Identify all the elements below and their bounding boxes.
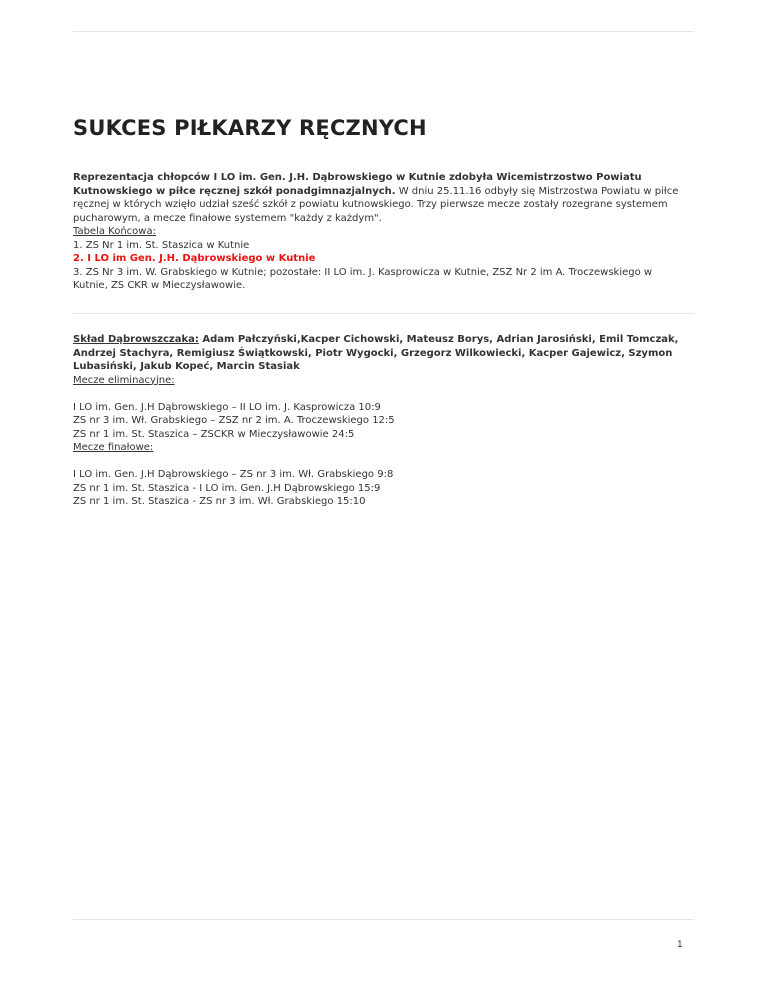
final-match: ZS nr 1 im. St. Staszica - I LO im. Gen. J.H Dąbrowskiego 15:9 xyxy=(73,482,381,494)
squad-paragraph xyxy=(73,334,678,372)
standings-second-highlight: 2. I LO im Gen. J.H. Dąbrowskiego w Kutnie xyxy=(73,253,316,264)
spacer xyxy=(73,455,679,469)
article-intro-section xyxy=(73,171,679,293)
elimination-match: I LO im. Gen. J.H Dąbrowskiego – II LO im. J. Kasprowicza 10:9 xyxy=(73,401,381,413)
standings-third: 3. ZS Nr 3 im. W. Grabskiego w Kutnie; pozostałe: II LO im. J. Kasprowicza w Kutnie, ZSZ Nr 2 im A. Troczewskiego w Kutnie, ZS CKR w Mieczysławowie. xyxy=(73,266,653,291)
standings-first: 1. ZS Nr 1 im. St. Staszica w Kutnie xyxy=(73,239,250,251)
squad-label: Skład Dąbrowszczaka: xyxy=(73,334,199,345)
squad-players: Adam Pałczyński,Kacper Cichowski, Mateusz Borys, Adrian Jarosiński, Emil Tomczak, Andrzej Stachyra, Remigiusz Świątkowski, Piotr Wygocki, Grzegorz Wilkowiecki, Kacper Gajewicz, Szymon Lubasiński, Jakub Kopeć, Marcin Stasiak xyxy=(73,334,679,372)
final-match: ZS nr 1 im. St. Staszica - ZS nr 3 im. Wł. Grabskiego 15:10 xyxy=(73,496,366,507)
intro-lead: Reprezentacja chłopców I LO im. Gen. J.H. Dąbrowskiego w Kutnie zdobyła Wicemistrzostwo Powiatu Kutnowskiego w piłce ręcznej szkół ponadgimnazjalnych. xyxy=(73,172,642,197)
squad-results-section xyxy=(73,333,679,509)
top-divider xyxy=(73,31,694,32)
elimination-match: ZS nr 3 im. Wł. Grabskiego – ZSZ nr 2 im. A. Troczewskiego 12:5 xyxy=(73,415,395,426)
footer-divider xyxy=(73,919,694,920)
eliminations-heading: Mecze eliminacyjne: xyxy=(73,374,175,386)
finals-heading: Mecze finałowe: xyxy=(73,442,154,453)
page-number: 1 xyxy=(677,940,683,950)
spacer xyxy=(73,387,679,401)
elimination-match: ZS nr 1 im. St. Staszica – ZSCKR w Mieczysławowie 24:5 xyxy=(73,428,355,440)
section-divider xyxy=(73,313,694,314)
standings-heading: Tabela Końcowa: xyxy=(73,226,156,237)
intro-body: W dniu 25.11.16 odbyły się Mistrzostwa Powiatu w piłce ręcznej w których wzięło udział sześć szkół z powiatu kutnowskiego. Trzy pierwsze mecze zostały rozegrane systemem pucharowym, a mecze finałowe systemem "każdy z każdym". xyxy=(73,185,679,224)
final-match: I LO im. Gen. J.H Dąbrowskiego – ZS nr 3 im. Wł. Grabskiego 9:8 xyxy=(73,469,394,480)
article-title: SUKCES PIŁKARZY RĘCZNYCH xyxy=(73,116,427,140)
